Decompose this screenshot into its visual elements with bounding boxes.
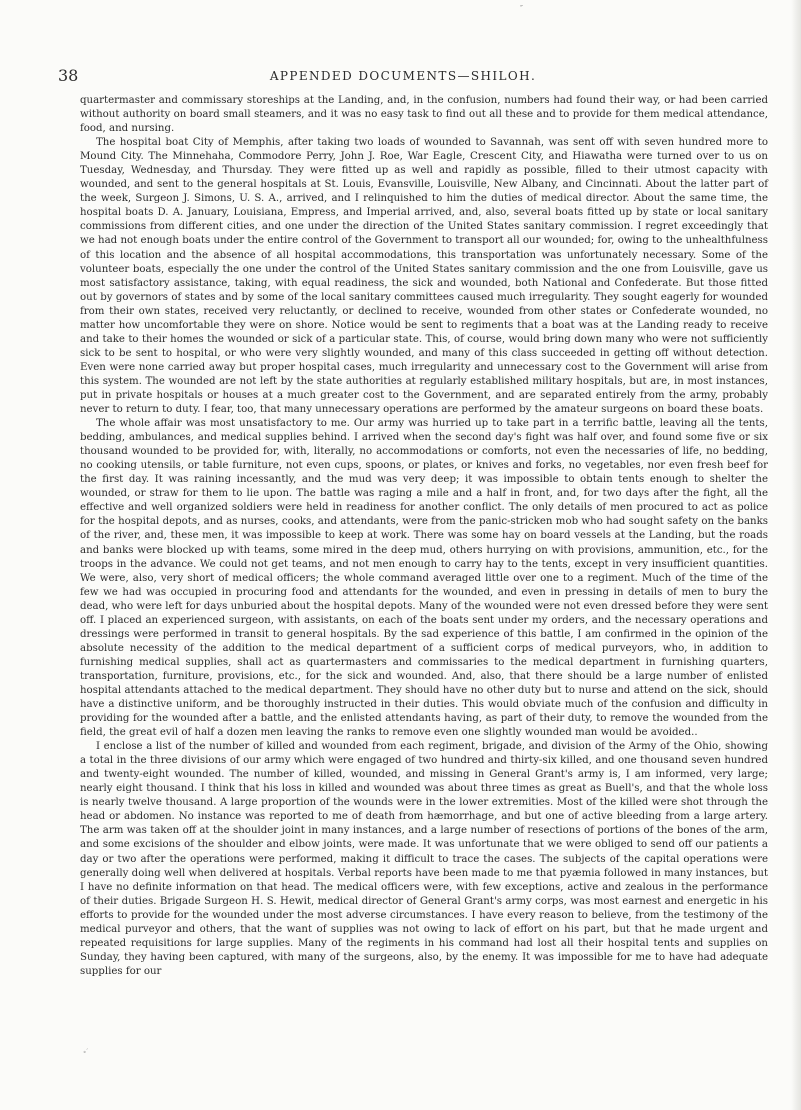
scan-speck-mark-bottom: ∘′ (83, 1048, 89, 1056)
paragraph-1: quartermaster and commissary storeships at the Landing, and, in the confusion, numbers had found their way, or had been carried without authority on board small steamers, and it was no easy task to find out all these and to provide for them medical attendance, food, and nursing. (80, 95, 768, 135)
scan-speck-mark: ″ (520, 4, 523, 13)
running-title: APPENDED DOCUMENTS—SHILOH. (269, 69, 537, 83)
paragraph-2: The hospital boat City of Memphis, after taking two loads of wounded to Savannah, was sent off with seven hundred more to Mound City. The Minnehaha, Commodore Perry, John J. Roe, War Eagle, Crescent City, and Hiawatha were turned over to us on Tuesday, Wednesday, and Thursday. They were fitted up as well and rapidly as possible, filled to their utmost capacity with wounded, and sent to the general hospitals at St. Louis, Evansville, Louisville, New Albany, and Cincinnati. About the latter part of the week, Surgeon J. Simons, U. S. A., arrived, and I relinquished to him the duties of medical director. About the same time, the hospital boats D. A. January, Louisiana, Empress, and Imperial arrived, and, also, several boats fitted up by state or local sanitary commissions from different cities, and one under the direction of the United States sanitary commission. I regret exceedingly that we had not enough boats under the entire control of the Government to transport all our wounded; for, owing to the unhealthfulness of this location and the absence of all hospital accommodations, this transportation was unfortunately necessary. Some of the volunteer boats, especially the one under the control of the United States sanitary commission and the one from Louisville, gave us most satisfactory assistance, taking, with equal readiness, the sick and wounded, both National and Confederate. But those fitted out by governors of states and by some of the local sanitary committees caused much irregularity. They sought eagerly for wounded from their own states, received very reluctantly, or declined to receive, wounded from other states or Confederate wounded, no matter how uncomfortable they were on shore. Notice would be sent to regiments that a boat was at the Landing ready to receive and take to their homes the wounded or sick of a particular state. This, of course, would bring down many who were not sufficiently sick to be sent to hospital, or who were very slightly wounded, and many of this class succeeded in getting off without detection. Even were none carried away but proper hospital cases, much irregularity and unnecessary cost to the Government will arise from this system. The wounded are not left by the state authorities at regularly established military hospitals, but are, in most instances, put in private hospitals or houses at a much greater cost to the Government, and are separated entirely from the army, probably never to return to duty. I fear, too, that many unnecessary operations are performed by the amateur surgeons on board these boats. (80, 137, 768, 416)
body-text (80, 94, 768, 979)
page-header (58, 66, 748, 86)
page-number: 38 (58, 66, 79, 85)
paragraph-3: The whole affair was most unsatisfactory to me. Our army was hurried up to take part in a terrific battle, leaving all the tents, bedding, ambulances, and medical supplies behind. I arrived when the second day's fight was half over, and found some five or six thousand wounded to be provided for, with, literally, no accommodations or comforts, not even the necessaries of life, no bedding, no cooking utensils, or table furniture, not even cups, spoons, or plates, or knives and forks, no vegetables, nor even fresh beef for the first day. It was raining incessantly, and the mud was very deep; it was impossible to obtain tents enough to shelter the wounded, or straw for them to lie upon. The battle was raging a mile and a half in front, and, for two days after the fight, all the effective and well organized soldiers were held in readiness for another conflict. The only details of men procured to act as police for the hospital depots, and as nurses, cooks, and attendants, were from the panic-stricken mob who had sought safety on the banks of the river, and, these men, it was impossible to keep at work. There was some hay on board vessels at the Landing, but the roads and banks were blocked up with teams, some mired in the deep mud, others hurrying on with provisions, ammunition, etc., for the troops in the advance. We could not get teams, and not men enough to carry hay to the tents, except in very insufficient quantities. We were, also, very short of medical officers; the whole command averaged little over one to a regiment. Much of the time of the few we had was occupied in procuring food and attendants for the wounded, and even in pressing in details of men to bury the dead, who were left for days unburied about the hospital depots. Many of the wounded were not even dressed before they were sent off. I placed an experienced surgeon, with assistants, on each of the boats sent under my orders, and the necessary operations and dressings were performed in transit to general hospitals. By the sad experience of this battle, I am confirmed in the opinion of the absolute necessity of the addition to the medical department of a sufficient corps of medical purveyors, who, in addition to furnishing medical supplies, shall act as quartermasters and commissaries to the medical department in furnishing quarters, transportation, furniture, provisions, etc., for the sick and wounded. And, also, that there should be a large number of enlisted hospital attendants attached to the medical department. They should have no other duty but to nurse and attend on the sick, should have a distinctive uniform, and be thoroughly instructed in their duties. This would obviate much of the confusion and difficulty in providing for the wounded after a battle, and the enlisted attendants having, as part of their duty, to remove the wounded from the field, the great evil of half a dozen men leaving the ranks to remove even one slightly wounded man would be avoided.. (80, 418, 768, 739)
paragraph-4: I enclose a list of the number of killed and wounded from each regiment, brigade, and division of the Army of the Ohio, showing a total in the three divisions of our army which were engaged of two hundred and thirty-six killed, and one thousand seven hundred and twenty-eight wounded. The number of killed, wounded, and missing in General Grant's army is, I am informed, very large; nearly eight thousand. I think that his loss in killed and wounded was about three times as great as Buell's, and that the whole loss is nearly twelve thousand. A large proportion of the wounds were in the lower extremities. Most of the killed were shot through the head or abdomen. No instance was reported to me of death from hæmorrhage, and but one of active bleeding from a large artery. The arm was taken off at the shoulder joint in many instances, and a large number of resections of portions of the bones of the arm, and some excisions of the shoulder and elbow joints, were made. It was unfortunate that we were obliged to send off our patients a day or two after the operations were performed, making it difficult to trace the cases. The subjects of the capital operations were generally doing well when delivered at hospitals. Verbal reports have been made to me that pyæmia followed in many instances, but I have no definite information on that head. The medical officers were, with few exceptions, active and zealous in the performance of their duties. Brigade Surgeon H. S. Hewit, medical director of General Grant's army corps, was most earnest and energetic in his efforts to provide for the wounded under the most adverse circumstances. I have every reason to believe, from the testimony of the medical purveyor and others, that the want of supplies was not owing to lack of effort on his part, but that he made urgent and repeated requisitions for large supplies. Many of the regiments in his command had lost all their hospital tents and supplies on Sunday, they having been captured, with many of the surgeons, also, by the enemy. It was impossible for me to have had adequate supplies for our (80, 741, 768, 977)
page-edge-shadow (791, 0, 801, 1110)
